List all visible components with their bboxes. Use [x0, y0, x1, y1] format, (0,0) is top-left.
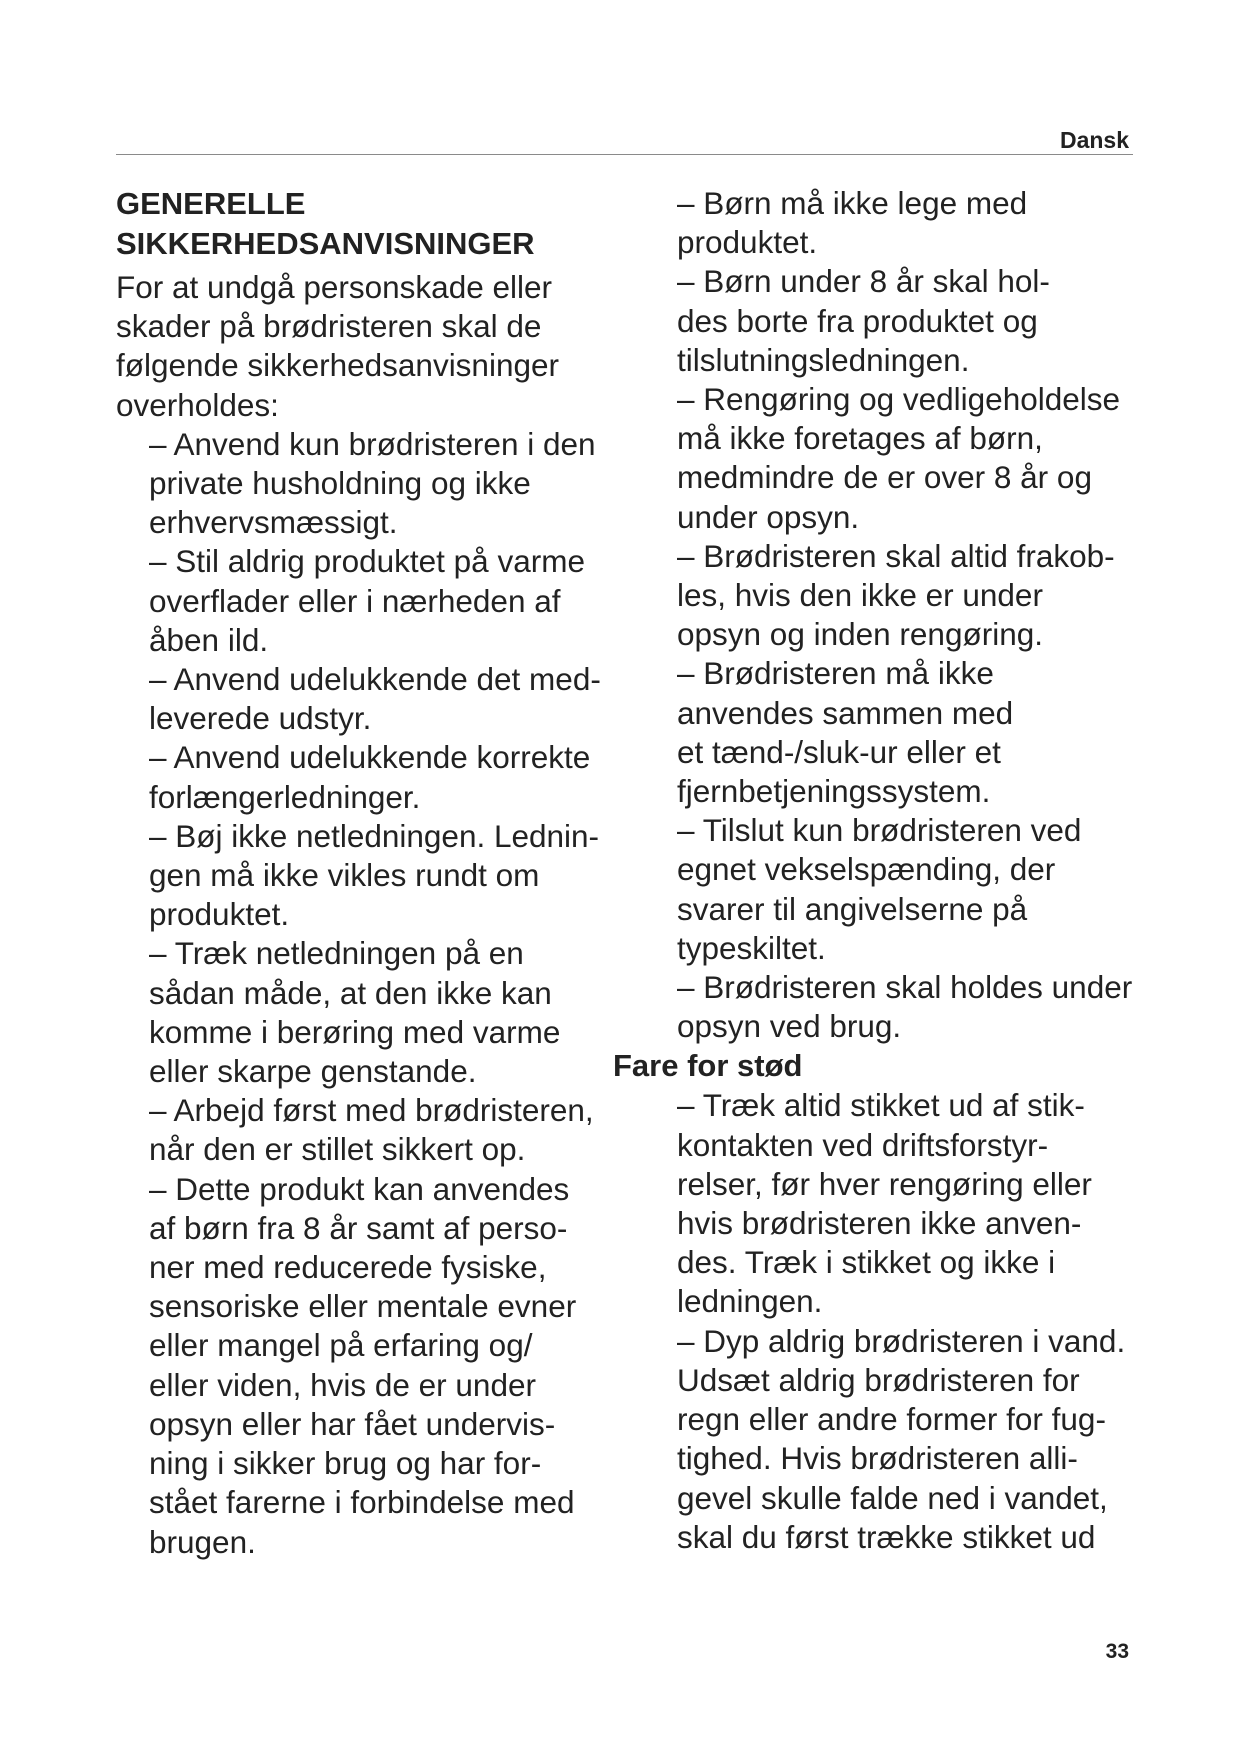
list-item-line: produktet. — [149, 896, 290, 933]
left-safety-list — [116, 425, 636, 1562]
list-item-line: fjernbetjeningssystem. — [677, 773, 991, 810]
subsection-title: Fare for stød — [613, 1048, 803, 1084]
list-item-line: af børn fra 8 år samt af perso- — [149, 1209, 568, 1246]
list-item-line: – Træk netledningen på en — [149, 935, 524, 972]
page-number: 33 — [1105, 1640, 1129, 1663]
list-item-line: tilslutningsledningen. — [677, 341, 970, 378]
list-item-line: ning i sikker brug og har for- — [149, 1445, 542, 1482]
section-title-line: GENERELLE — [116, 186, 306, 221]
list-item-line: typeskiltet. — [677, 929, 826, 966]
list-item-line: brugen. — [149, 1523, 256, 1560]
list-item-line: opsyn eller har fået undervis- — [149, 1405, 556, 1442]
list-item-line: under opsyn. — [677, 498, 860, 535]
left-column — [116, 184, 636, 1562]
list-item-line: hvis brødristeren ikke anven- — [677, 1205, 1082, 1242]
intro-line: følgende sikkerhedsanvisninger — [116, 347, 559, 384]
list-item-line: – Tilslut kun brødristeren ved — [677, 812, 1082, 849]
list-item-line: medmindre de er over 8 år og — [677, 459, 1092, 496]
list-item-line: ledningen. — [677, 1283, 823, 1320]
list-item-line: – Arbejd først med brødristeren, — [149, 1092, 594, 1129]
intro-line: skader på brødristeren skal de — [116, 308, 542, 345]
list-item-line: relser, før hver rengøring eller — [677, 1165, 1092, 1202]
list-item-line: – Rengøring og vedligeholdelse — [677, 381, 1121, 418]
list-item-line: gevel skulle falde ned i vandet, — [677, 1479, 1108, 1516]
list-item-line: et tænd-/sluk-ur eller et — [677, 733, 1001, 770]
list-item-line: – Brødristeren skal holdes under — [677, 969, 1133, 1006]
right-column — [613, 184, 1165, 1557]
list-item-line: regn eller andre former for fug- — [677, 1401, 1106, 1438]
list-item-line: – Brødristeren må ikke — [677, 655, 994, 692]
list-item-line: leverede udstyr. — [149, 700, 372, 737]
list-item — [116, 817, 636, 935]
right-safety-list — [645, 184, 1165, 1046]
list-item-line: må ikke foretages af børn, — [677, 420, 1043, 457]
list-item-line: svarer til angivelserne på — [677, 890, 1028, 927]
list-item-line: – Brødristeren skal altid frakob- — [677, 537, 1115, 574]
list-item-line: – Børn under 8 år skal hol- — [677, 263, 1050, 300]
list-item — [116, 934, 636, 1091]
list-item-line: produktet. — [677, 224, 818, 261]
list-item-line: – Anvend udelukkende korrekte — [149, 739, 591, 776]
list-item-line: eller mangel på erfaring og/ — [149, 1327, 533, 1364]
list-item-line: tighed. Hvis brødristeren alli- — [677, 1440, 1078, 1477]
list-item — [645, 1086, 1165, 1321]
list-item-line: – Stil aldrig produktet på varme — [149, 543, 585, 580]
list-item-line: private husholdning og ikke — [149, 465, 531, 502]
list-item — [116, 660, 636, 738]
list-item-line: ner med reducerede fysiske, — [149, 1249, 547, 1286]
list-item-line: opsyn ved brug. — [677, 1008, 902, 1045]
list-item-line: åben ild. — [149, 621, 269, 658]
list-item-line: sensoriske eller mentale evner — [149, 1288, 577, 1325]
section-title-line: SIKKERHEDSANVISNINGER — [116, 226, 535, 261]
list-item-line: – Anvend udelukkende det med- — [149, 661, 601, 698]
section-title — [116, 184, 636, 264]
list-item-line: des borte fra produktet og — [677, 302, 1038, 339]
shock-safety-list — [645, 1086, 1165, 1556]
list-item-line: des. Træk i stikket og ikke i — [677, 1244, 1056, 1281]
list-item — [645, 968, 1165, 1046]
list-item — [116, 738, 636, 816]
list-item-line: – Bøj ikke netledningen. Lednin- — [149, 817, 600, 854]
list-item-line: – Børn må ikke lege med — [677, 185, 1028, 221]
list-item-line: eller viden, hvis de er under — [149, 1366, 536, 1403]
list-item — [116, 1170, 636, 1562]
list-item-line: Udsæt aldrig brødristeren for — [677, 1361, 1080, 1398]
header-rule — [116, 154, 1133, 155]
list-item — [645, 380, 1165, 537]
list-item — [116, 425, 636, 543]
list-item — [116, 1091, 636, 1169]
list-item-line: gen må ikke vikles rundt om — [149, 857, 540, 894]
list-item-line: – Anvend kun brødristeren i den — [149, 425, 596, 462]
list-item-line: stået farerne i forbindelse med — [149, 1484, 575, 1521]
list-item-line: opsyn og inden rengøring. — [677, 616, 1043, 653]
list-item-line: komme i berøring med varme — [149, 1013, 561, 1050]
list-item-line: forlængerledninger. — [149, 778, 421, 815]
list-item-line: – Dyp aldrig brødristeren i vand. — [677, 1322, 1126, 1359]
list-item — [645, 811, 1165, 968]
list-item-line: – Dette produkt kan anvendes — [149, 1170, 570, 1207]
header-language: Dansk — [1059, 127, 1129, 153]
list-item-line: anvendes sammen med — [677, 694, 1014, 731]
list-item-line: erhvervsmæssigt. — [149, 504, 398, 541]
list-item — [116, 542, 636, 660]
list-item-line: kontakten ved driftsforstyr- — [677, 1126, 1049, 1163]
list-item — [645, 654, 1165, 811]
list-item-line: skal du først trække stikket ud — [677, 1518, 1096, 1555]
list-item-line: eller skarpe genstande. — [149, 1053, 477, 1090]
list-item-line: overflader eller i nærheden af — [149, 582, 561, 619]
list-item — [645, 262, 1165, 380]
intro-line: For at undgå personskade eller — [116, 269, 553, 305]
list-item-line: les, hvis den ikke er under — [677, 577, 1043, 614]
intro-line: overholdes: — [116, 386, 279, 423]
list-item — [645, 537, 1165, 655]
list-item-line: sådan måde, at den ikke kan — [149, 974, 552, 1011]
list-item-line: når den er stillet sikkert op. — [149, 1131, 526, 1168]
list-item — [645, 1322, 1165, 1557]
list-item-line: – Træk altid stikket ud af stik- — [677, 1087, 1085, 1124]
list-item-line: egnet vekselspænding, der — [677, 851, 1056, 888]
intro-paragraph — [116, 268, 636, 425]
list-item — [645, 184, 1165, 262]
